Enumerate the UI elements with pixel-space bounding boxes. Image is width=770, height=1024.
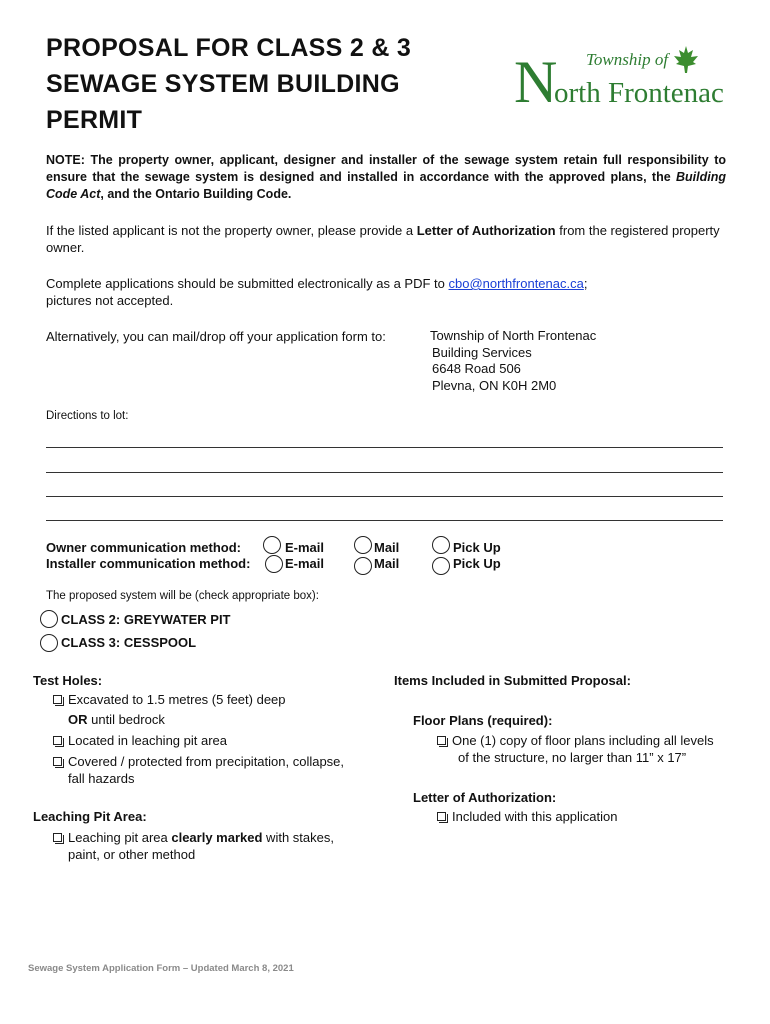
list-item-cont [53,846,373,863]
test-holes-heading: Test Holes: [33,673,103,688]
item-text: Leaching pit area [68,830,172,845]
email-link[interactable]: cbo@northfrontenac.ca [448,276,584,291]
submission-text: Complete applications should be submitted electronically as a PDF to [46,276,449,291]
owner-mail-label: Mail [374,540,400,555]
owner-pickup-label: Pick Up [453,540,501,555]
submission-line-2: pictures not accepted. [46,293,174,308]
list-item [53,829,373,846]
item-text: One (1) copy of floor plans including all levels [452,733,714,748]
address-line: Building Services [432,344,532,360]
item-text: Excavated to 1.5 metres (5 feet) deep [68,692,286,707]
logo-graphic [512,44,762,110]
item-text: paint, or other method [68,847,196,862]
owner-mail-radio[interactable] [354,536,372,554]
checkbox-icon[interactable] [53,757,62,766]
leaching-list [53,829,373,863]
installer-mail-label: Mail [374,556,400,571]
item-or: OR [68,712,88,727]
item-text: Included with this application [452,809,618,824]
leaching-heading: Leaching Pit Area: [33,809,147,824]
township-logo [512,44,762,110]
list-item [53,732,373,749]
item-text: until bedrock [87,712,165,727]
checkbox-icon[interactable] [53,736,62,745]
item-text: fall hazards [68,771,135,786]
letter-auth-heading: Letter of Authorization: [413,790,557,805]
logo-township-of: Township of [586,50,669,69]
title-line-1: PROPOSAL FOR CLASS 2 & 3 [46,34,412,62]
directions-label: Directions to lot: [46,410,129,422]
owner-pickup-radio[interactable] [432,536,450,554]
list-item [437,732,757,749]
page-title [46,30,486,138]
items-included-heading: Items Included in Submitted Proposal: [394,673,631,688]
auth-bold: Letter of Authorization [416,223,556,238]
logo-big-n: N [514,49,558,110]
note-suffix: , and the Ontario Building Code. [100,187,292,201]
checkbox-icon[interactable] [53,833,62,842]
title-line-2: SEWAGE SYSTEM BUILDING [46,70,400,98]
item-bold: clearly marked [171,830,263,845]
installer-email-label: E-mail [285,556,325,571]
class3-radio[interactable] [40,634,58,652]
class3-label: CLASS 3: CESSPOOL [61,635,197,650]
directions-line-1[interactable] [46,447,723,448]
list-item-cont [53,711,373,728]
owner-email-label: E-mail [285,540,325,555]
test-holes-list [53,691,373,787]
installer-pickup-label: Pick Up [453,556,501,571]
submission-suffix: ; [583,276,588,291]
note-act: Building Code Act [46,170,726,201]
item-text: Covered / protected from precipitation, collapse, [68,754,345,769]
installer-mail-radio[interactable] [354,557,372,575]
directions-line-4[interactable] [46,520,723,521]
floor-plans-list [437,732,757,766]
auth-suffix: from the registered property owner. [46,223,720,255]
directions-line-2[interactable] [46,472,723,473]
item-text: of the structure, no larger than 11” x 17” [458,750,687,765]
note-text: NOTE: The property owner, applicant, designer and installer of the sewage system retain full responsibility to ensure that the sewage system is designed and installed in accordance with the approved plans, the [46,153,726,184]
letter-auth-list [437,808,757,825]
installer-comm-label: Installer communication method: [46,556,251,571]
address-line: Township of North Frontenac [430,328,597,343]
class2-radio[interactable] [40,610,58,628]
auth-text: If the listed applicant is not the property owner, please provide a [46,223,417,238]
authorization-paragraph [46,222,726,256]
list-item-cont [53,770,373,787]
maple-leaf-icon [674,46,698,73]
mail-label: Alternatively, you can mail/drop off your application form to: [46,329,386,344]
list-item [53,691,373,708]
logo-name-rest: orth Frontenac [554,77,724,109]
checkbox-icon[interactable] [437,812,446,821]
checkbox-icon[interactable] [437,736,446,745]
proposed-label: The proposed system will be (check appropriate box): [46,590,319,602]
footer-text: Sewage System Application Form – Updated March 8, 2021 [28,963,294,974]
address-line: Plevna, ON K0H 2M0 [432,377,557,393]
directions-line-3[interactable] [46,496,723,497]
address-line: 6648 Road 506 [432,361,521,376]
checkbox-icon[interactable] [53,695,62,704]
floor-plans-heading: Floor Plans (required): [413,713,553,728]
list-item-cont [437,749,757,766]
list-item [437,808,757,825]
class2-label: CLASS 2: GREYWATER PIT [61,612,231,627]
installer-pickup-radio[interactable] [432,557,450,575]
owner-comm-label: Owner communication method: [46,540,242,555]
item-text: Located in leaching pit area [68,733,228,748]
item-text: with stakes, [262,830,334,845]
title-line-3: PERMIT [46,106,143,134]
submission-paragraph [46,275,726,309]
note-paragraph [46,152,726,203]
owner-email-radio[interactable] [263,536,281,554]
installer-email-radio[interactable] [265,555,283,573]
mailing-address [430,328,596,394]
list-item [53,753,373,770]
